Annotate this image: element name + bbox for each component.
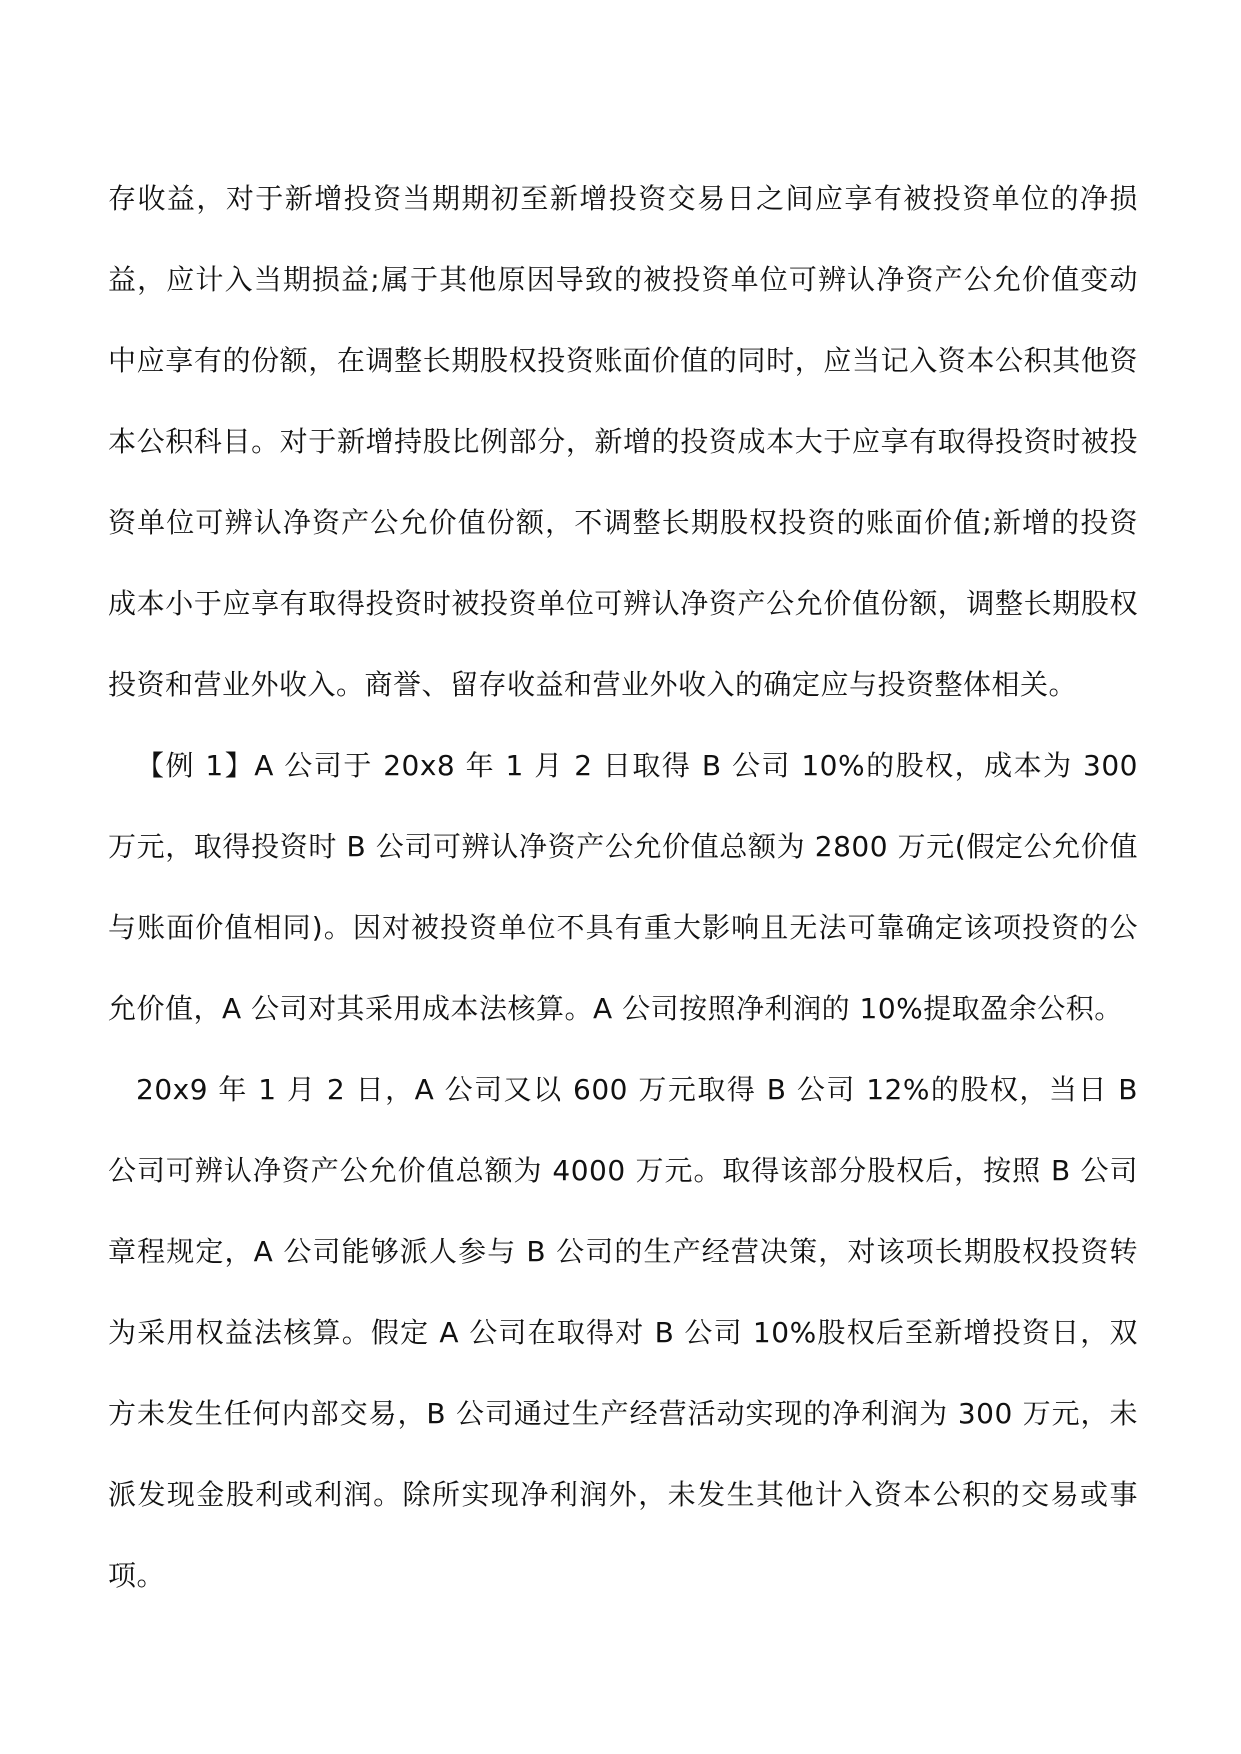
paragraph-example-1-continued: 20x9 年 1 月 2 日，A 公司又以 600 万元取得 B 公司 12%的股权，当日 B 公司可辨认净资产公允价值总额为 4000 万元。取得该部分股权后，按照 B 公司章程规定，A 公司能够派人参与 B 公司的生产经营决策，对该项长期股权投资转为采用权益法核算。假定 A 公司在取得对 B 公司 10%股权后至新增投资日，双方未发生任何内部交易，B 公司通过生产经营活动实现的净利润为 300 万元，未派发现金股利或利润。除所实现净利润外，未发生其他计入资本公积的交易或事项。 (108, 1073, 1138, 1592)
document-page (108, 158, 1138, 1616)
paragraph-example-1: 【例 1】A 公司于 20x8 年 1 月 2 日取得 B 公司 10%的股权，成本为 300 万元，取得投资时 B 公司可辨认净资产公允价值总额为 2800 万元(假定公允价值与账面价值相同)。因对被投资单位不具有重大影响且无法可靠确定该项投资的公允价值，A 公司对其采用成本法核算。A 公司按照净利润的 10%提取盈余公积。 (108, 749, 1138, 1025)
paragraph-continuation: 存收益，对于新增投资当期期初至新增投资交易日之间应享有被投资单位的净损益，应计入当期损益;属于其他原因导致的被投资单位可辨认净资产公允价值变动中应享有的份额，在调整长期股权投资账面价值的同时，应当记入资本公积其他资本公积科目。对于新增持股比例部分，新增的投资成本大于应享有取得投资时被投资单位可辨认净资产公允价值份额，不调整长期股权投资的账面价值;新增的投资成本小于应享有取得投资时被投资单位可辨认净资产公允价值份额，调整长期股权投资和营业外收入。商誉、留存收益和营业外收入的确定应与投资整体相关。 (108, 182, 1138, 701)
